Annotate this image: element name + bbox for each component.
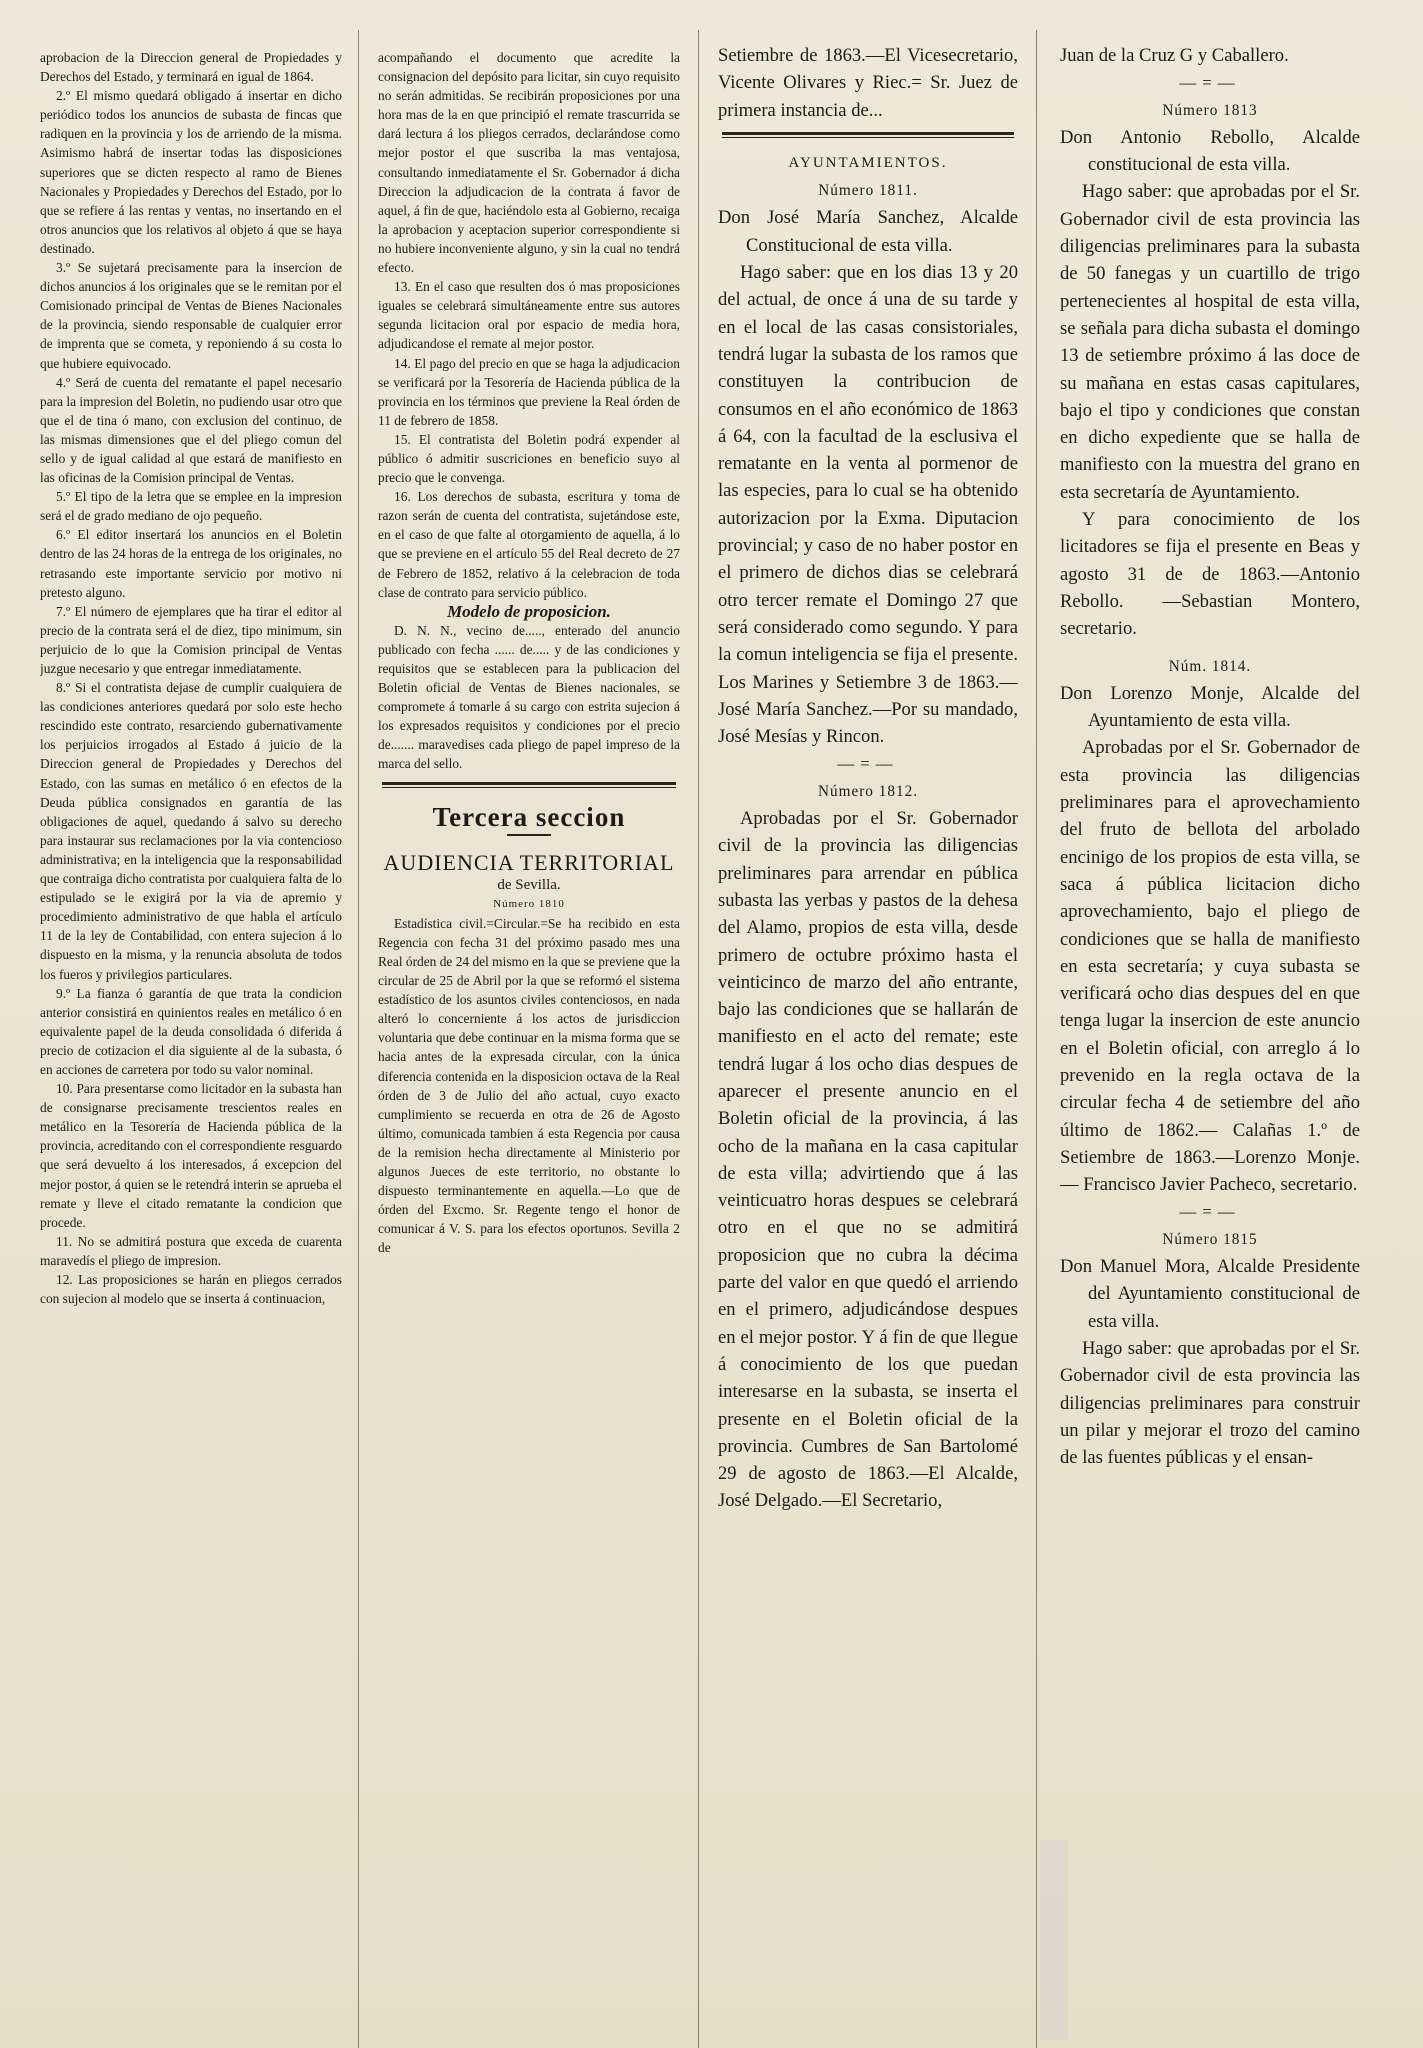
paragraph: acompañando el documento que acredite la consignacion del depósito para licitar, sin cuyo requisito no serán admitidas. Se recibirán proposiciones por una hora mas de la en que principió el remate trascurrida se dará lectura á los pliegos cerrados, declarándose como mejor postor el que suscriba la mas ventajosa, consultando inmediatamente el Sr. Gobernador á dicha Direccion la adjudicacion de la contrata á favor de aquel, á fin de que, haciéndolo esta al Gobierno, recaiga la aprobacion y aceptacion superior correspondiente si no hubiere inconveniente alguno, y sin la cual no tendrá efecto. (378, 50, 680, 276)
notice-number: Número 1810 (493, 897, 565, 910)
paragraph: 11. No se admitirá postura que exceda de cuarenta maravedís el pliego de impresion. (40, 1233, 342, 1268)
paragraph: Aprobadas por el Sr. Gobernador civil de la provincia las diligencias preliminares para arrendar en pública subasta las yerbas y pastos de la dehesa del Alamo, propios de esta villa, desde primero de octubre próximo hasta el veinticinco de marzo del año entrante, bajo las condiciones que se hallarán de manifiesto en el acto del remate; este tendrá lugar á los ocho dias despues de aparecer el presente anuncio en el Boletin oficial de la provincia, á las ocho de la mañana en la casa capitular de esta villa; advirtiendo que á las veinticuatro horas despues se celebrará otro en el que no se admitirá proposicion que no cubra la décima parte del valor en que quedó el arriendo en el primero, adjudicándose despues en el mejor postor. Y á fin de que llegue á conocimiento de los que puedan interesarse en la subasta, se inserta el presente en el Boletin oficial de la provincia. Cumbres de San Bartolomé 29 de agosto de 1863.—El Alcalde, José Delgado.—El Secretario, (718, 808, 1018, 1512)
notice-number: Número 1812. (817, 782, 919, 800)
paragraph: Hago saber: que en los dias 13 y 20 del actual, de once á una de su tarde y en el local de las casas consistoriales, tendrá lugar la subasta de los ramos que constituyen la contribucion de consumos en el año económico de 1863 á 64, con la facultad de la esclusiva el rematante en la venta al pormenor de las especies, para lo cual se ha obtenido autorizacion por la Exma. Diputacion provincial; y caso de no haber postor en el primero de dichos dias se celebrará otro tercer remate el Domingo 27 que será considerado como segundo. Y para la comun inteligencia se fija el presente. Los Marines y Setiembre 3 de 1863.—José María Sanchez.—Por su mandado, José Mesías y Rincon. (718, 262, 1018, 748)
paragraph: aprobacion de la Direccion general de Propiedades y Derechos del Estado, y terminará en igual de 1864. (40, 50, 342, 85)
paragraph: Juan de la Cruz G y Caballero. (1060, 45, 1289, 66)
paragraph: 5.º El tipo de la letra que se emplee en la impresion será el de grado mediano de ojo pequeño. (40, 489, 342, 524)
notice-number: Número 1815 (1162, 1230, 1258, 1248)
paragraph: Y para conocimiento de los licitadores se fija el presente en Beas y agosto 31 de de 1863.—Antonio Rebollo. —Sebastian Montero, secretario. (1060, 509, 1360, 640)
paragraph: Hago saber: que aprobadas por el Sr. Gobernador civil de esta provincia las diligencias preliminares para la subasta de 50 fanegas y un cuartillo de trigo pertenecientes al hospital de esta villa, se señala para dicha subasta el domingo 13 de setiembre próximo á las doce de su mañana en estas casas capitulares, bajo el tipo y condiciones que constan en dicho expediente que se halla de manifiesto con la muestra del grano en esta secretaría de Ayuntamiento. (1060, 181, 1360, 503)
paragraph: 14. El pago del precio en que se haga la adjudicacion se verificará por la Tesorería de Hacienda pública de la provincia en los términos que previene la Real órden de 11 de febrero de 1858. (378, 355, 680, 428)
notice-issuer: Don José María Sanchez, Alcalde Constitucional de esta villa. (718, 207, 1018, 256)
paragraph: 13. En el caso que resulten dos ó mas proposiciones iguales se celebrará simultáneamente entre sus autores segunda licitacion oral por espacio de media hora, adjudicandose el remate al mejor postor. (378, 279, 680, 352)
separator: —=— (837, 754, 899, 774)
notice-issuer: Don Antonio Rebollo, Alcalde constitucional de esta villa. (1060, 126, 1360, 176)
paragraph: Estadística civil.=Circular.=Se ha recibido en esta Regencia con fecha 31 del próximo pasado mes una Real órden de 24 del mismo en la que se previene que la circular de 25 de Abril por la que se reformó el sistema estadístico de los asuntos civiles contenciosos, en nada alteró lo concerniente á los actos de jurisdiccion voluntaria que debe continuar en la misma forma que se hacia antes de la expresada circular, con la única diferencia contenida en la disposicion octava de la Real órden de 3 de Julio del año actual, cuyo exacto cumplimiento se recuerda en otra de 26 de Agosto último, comunicada tambien á esta Regencia por causa de la remision hecha directamente al Ministerio por algunos Jueces de este territorio, no obstante lo dispuesto terminantemente en aquella.—Lo que de órden del Excmo. Sr. Regente tengo el honor de comunicar á V. S. para los efectos oportunos. Sevilla 2 de (378, 915, 680, 1256)
paragraph: 9.º La fianza ó garantía de que trata la condicion anterior consistirá en quinientos reales en metálico ó en equivalente papel de la deuda consolidada ó diferida á precio de cotizacion el dia siguiente al de la subasta, ó en acciones de carretera por todo su valor nominal. (40, 985, 342, 1077)
ayuntamientos-heading: AYUNTAMIENTOS. (788, 154, 948, 171)
separator: —=— (1179, 73, 1241, 93)
column-3 (718, 42, 1018, 2044)
paragraph: 2.º El mismo quedará obligado á insertar en dicho periódico todos los anuncios de subasta de fincas que radiquen en la provincia y los de arriendo de la misma. Asimismo habrá de insertar todas las disposiciones superiores que se dicten respecto al ramo de Bienes Nacionales y Propiedades y Derechos del Estado, por lo que se refiere á las rentas y ventas, no insertando en el otros anuncios que los relativos al objeto á que se haya destinado. (40, 88, 342, 256)
separator: —=— (1179, 1202, 1241, 1222)
notice-number: Número 1813 (1162, 101, 1258, 119)
short-rule (507, 834, 551, 836)
paragraph: Hago saber: que aprobadas por el Sr. Gobernador civil de esta provincia las diligencias preliminares para construir un pilar y mejorar el trozo del camino de las fuentes públicas y el ensan- (1060, 1337, 1360, 1469)
section-divider (718, 132, 1018, 138)
section-divider (378, 782, 680, 788)
section-title: Tercera seccion (432, 801, 626, 832)
column-rule (1036, 30, 1037, 2048)
paragraph: 10. Para presentarse como licitador en la subasta han de consignarse precisamente trescientos reales en metálico en la Tesorería de Hacienda pública de la provincia, acreditando con el correspondiente resguardo que será devuelto á los interesados, á excepcion del mejor postor, á quien se le retendrá interin se aprueba el remate y lleve el citado rematante la condicion que procede. (40, 1081, 342, 1230)
notice-issuer: Don Lorenzo Monje, Alcalde del Ayuntamiento de esta villa. (1060, 682, 1360, 732)
paragraph: 3.º Se sujetará precisamente para la insercion de dichos anuncios á los originales que se le remitan por el Comisionado principal de Ventas de Bienes Nacionales de la provincia, siendo responsable de cualquier error de imprenta que se cometa, y reponiendo á su costa lo que hubiere equivocado. (40, 260, 342, 371)
paragraph: 16. Los derechos de subasta, escritura y toma de razon serán de cuenta del contratista, sujetándose este, en el caso de que falte al otorgamiento de aquella, á lo que se previene en el artículo 55 del Real decreto de 27 de Febrero de 1852, relativo á la celebracion de toda clase de contrato para servicio público. (378, 489, 680, 600)
column-2 (378, 48, 680, 2044)
model-heading: Modelo de proposicion. (447, 601, 611, 621)
notice-number: Núm. 1814. (1168, 657, 1252, 675)
notice-number: Número 1811. (818, 182, 918, 200)
paragraph: 4.º Será de cuenta del rematante el papel necesario para la impresion del Boletin, no pudiendo usar otro que que el de tina ó mano, con exclusion del continuo, de las mismas dimensiones que el del pliego comun del sello y de igual calidad al que estará de manifiesto en las oficinas de la Comision principal de Ventas. (40, 374, 342, 486)
paragraph: 15. El contratista del Boletin podrá expender al público ó admitir suscriciones en beneficio suyo al precio que le convenga. (378, 431, 680, 486)
paragraph: 8.º Si el contratista dejase de cumplir cualquiera de las condiciones anteriores quedará por solo este hecho rescindido este contrato, resarciendo gubernativamente los perjuicios irrogados al Estado á juicio de la Direccion general de Propiedades y Derechos del Estado, con las sumas en metálico ó en efectos de la Deuda pública consignados en garantía de las obligaciones de aquel, quedando á salvo su derecho para instaurar sus reclamaciones por la via contencioso administrativa; en la inteligencia que la responsabilidad que contraiga dicho contratista por cualquiera falta de lo estipulado se le exigirá por la via de apremio y procedimiento administrativo de que habla el artículo 11 de la ley de Contabilidad, con entera sujecion á lo dispuesto en la misma, y la renuncia absoluta de todos los fueros y privilegios particulares. (40, 680, 342, 982)
column-rule (358, 30, 359, 2048)
column-1 (40, 48, 342, 2044)
paper-stain (1040, 1840, 1068, 2040)
separator (1060, 643, 1360, 653)
column-4 (1060, 42, 1360, 2044)
paragraph: 6.º El editor insertará los anuncios en el Boletin dentro de las 24 horas de la entrega de los originales, no retrasando este importante servicio por motivo ni pretesto alguno. (40, 527, 342, 600)
court-title: AUDIENCIA TERRITORIAL (383, 849, 675, 875)
column-rule (698, 30, 699, 2048)
paragraph: Setiembre de 1863.—El Vicesecretario, Vicente Olivares y Riec.= Sr. Juez de primera instancia de... (718, 45, 1018, 121)
paragraph: D. N. N., vecino de....., enterado del anuncio publicado con fecha ...... de..... y de las condiciones y requisitos que se establecen para la publicacion del Boletin oficial de Ventas de Bienes nacionales, se compromete á tomarle á su cargo con estrita sujecion á los expresados requisitos y condiciones por el precio de....... maravedises cada pliego de papel impreso de la marca del sello. (378, 622, 680, 772)
court-subtitle: de Sevilla. (497, 876, 561, 893)
notice-issuer: Don Manuel Mora, Alcalde Presidente del Ayuntamiento constitucional de esta villa. (1060, 1256, 1360, 1332)
paragraph: 7.º El número de ejemplares que ha tirar el editor al precio de la contrata será el de diez, tipo minimum, sin perjuicio de lo que la Comision principal de Ventas juzgue necesario y que entregar inmediatamente. (40, 603, 342, 676)
paragraph: Aprobadas por el Sr. Gobernador de esta provincia las diligencias preliminares para el aprovechamiento del fruto de bellota del arbolado encinigo de los propios de esta villa, se saca á pública licitacion dicho aprovechamiento, bajo el pliego de condiciones que se halla de manifiesto en esta secretaría; y cuya subasta se verificará ocho dias despues del en que tenga lugar la insercion de este anuncio en el Boletin oficial, con arreglo á lo prevenido en la regla octava de la circular fecha 4 de setiembre del año último de 1862.— Calañas 1.º de Setiembre de 1863.—Lorenzo Monje.— Francisco Javier Pacheco, secretario. (1060, 737, 1360, 1196)
paragraph: 12. Las proposiciones se harán en pliegos cerrados con sujecion al modelo que se inserta á continuacion, (40, 1272, 342, 1307)
